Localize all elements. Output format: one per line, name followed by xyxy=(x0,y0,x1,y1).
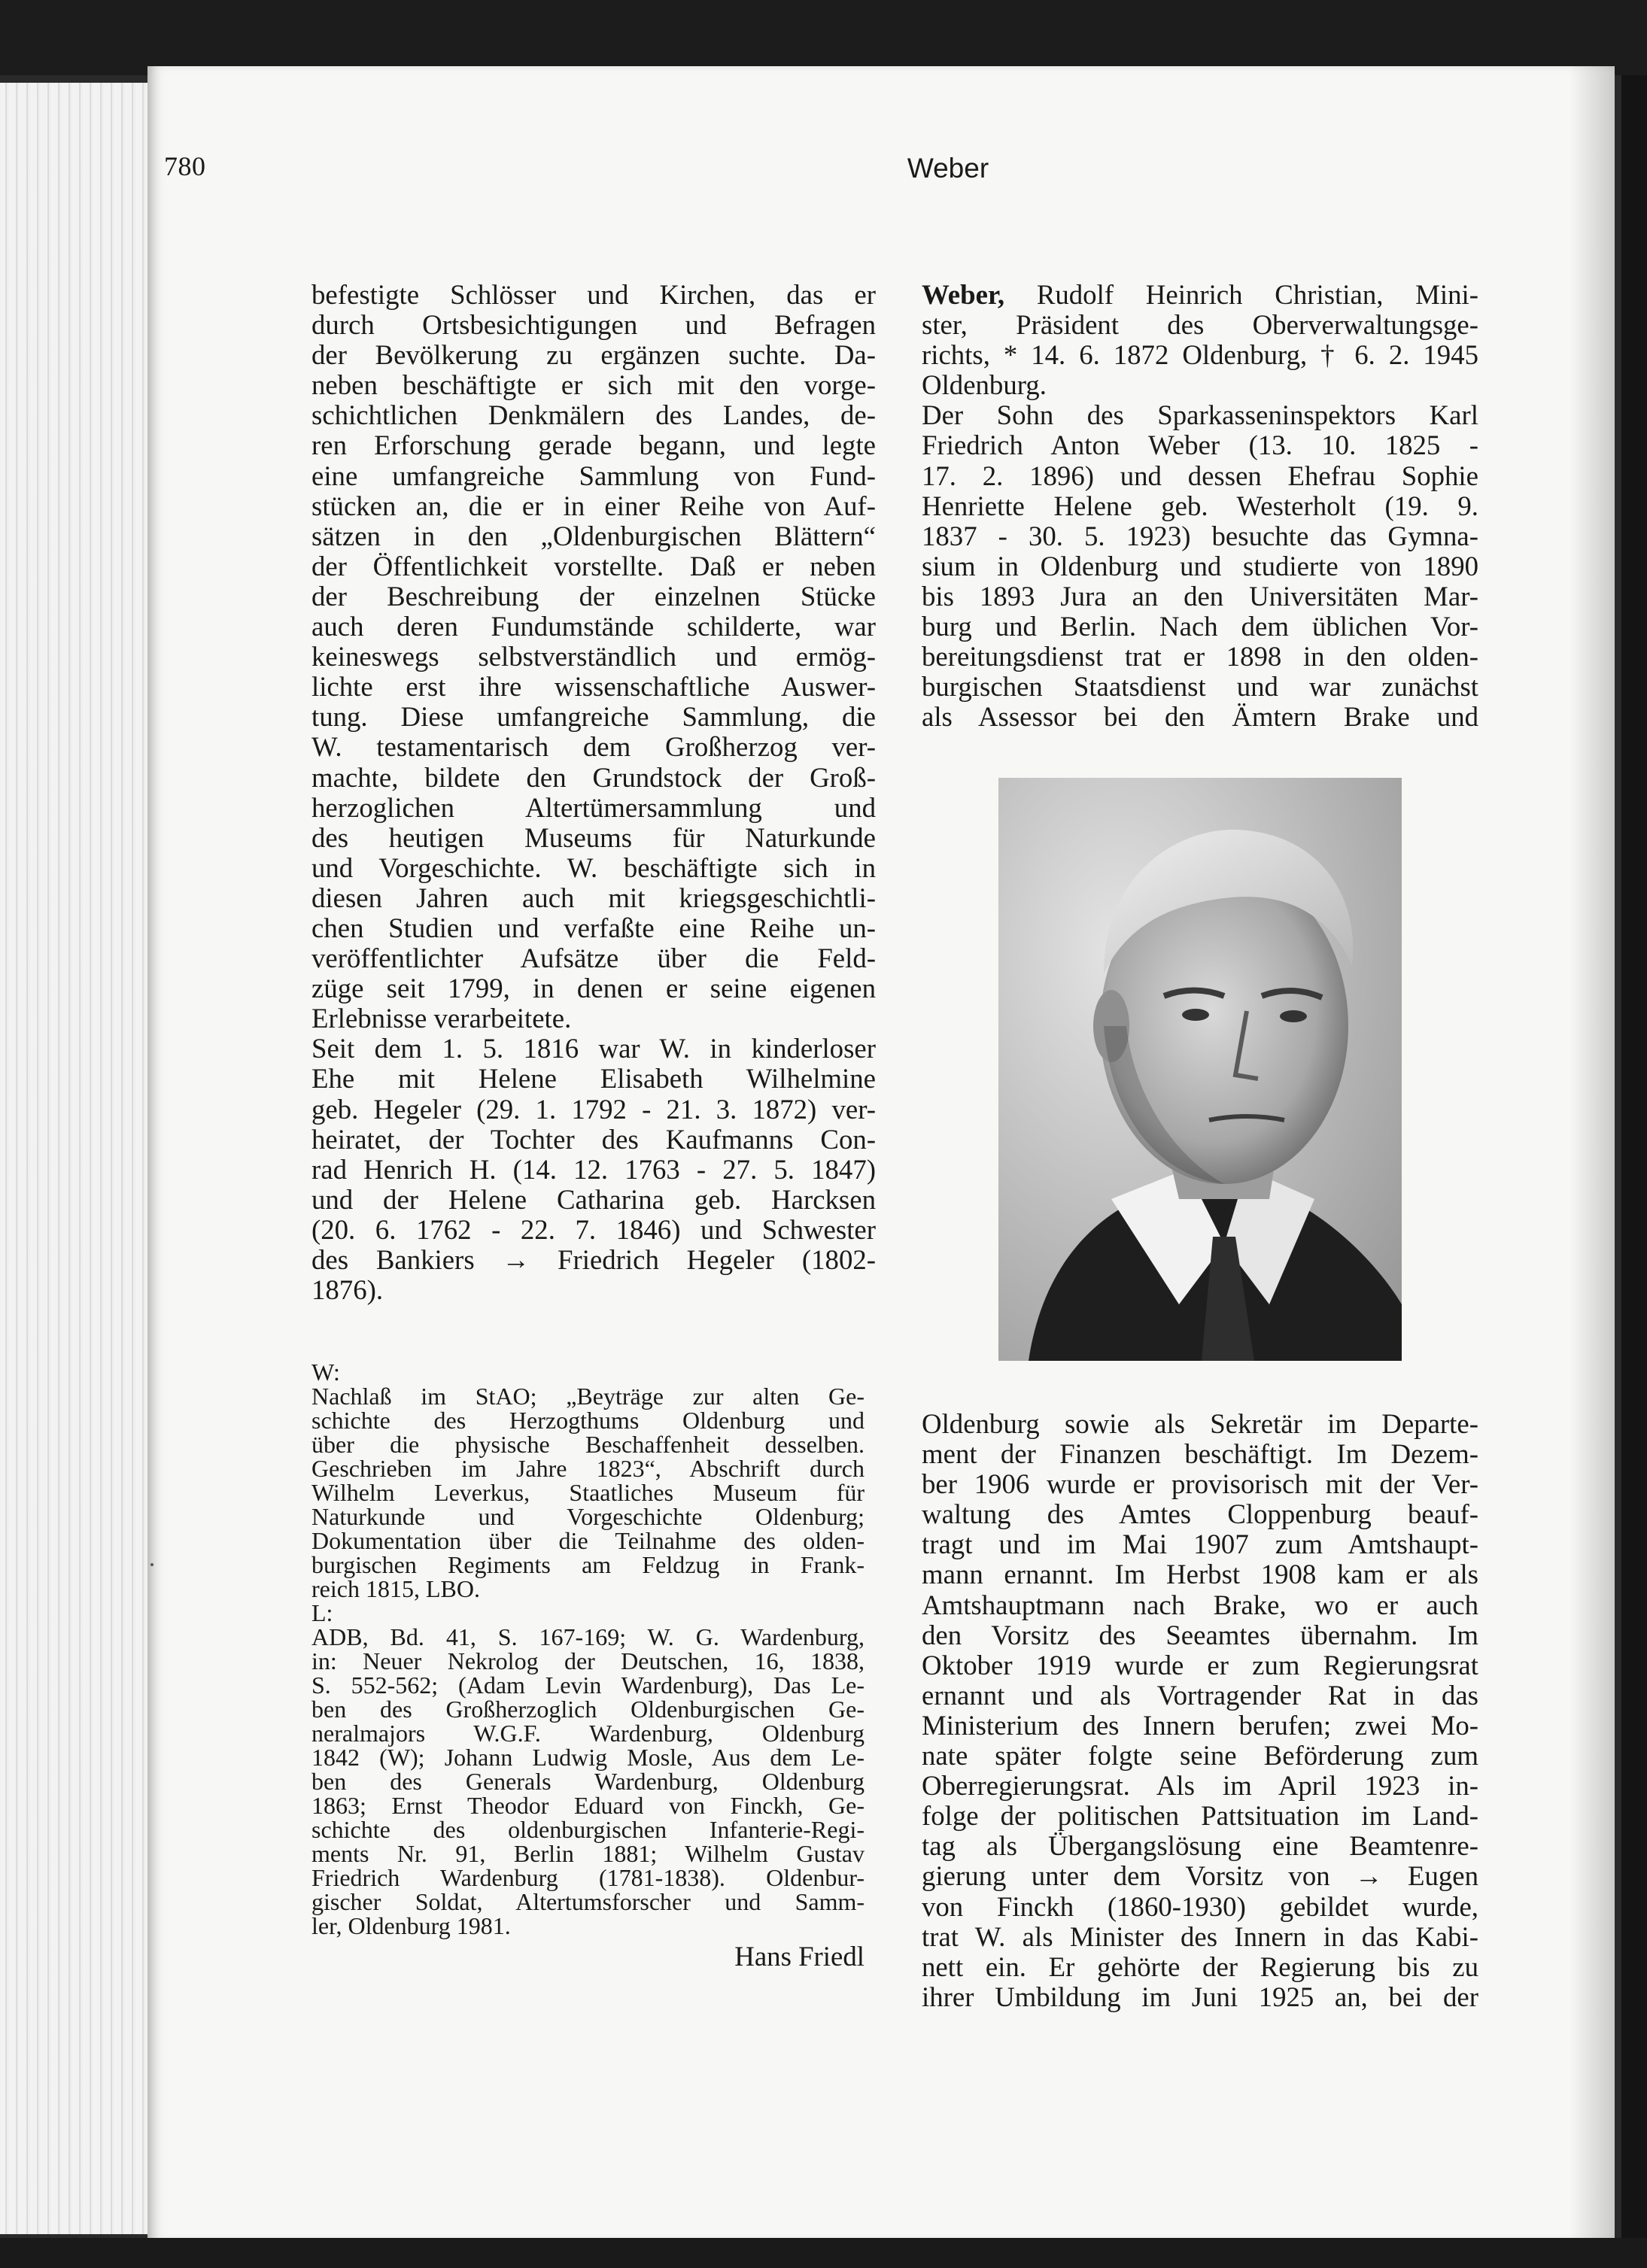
text-line: neben beschäftigte er sich mit den vorge- xyxy=(311,369,876,401)
text-line: tung. Diese umfangreiche Sammlung, die xyxy=(311,701,876,733)
text-line: stücken an, die er in einer Reihe von Auf- xyxy=(311,490,876,521)
text-line: Ministerium des Innern berufen; zwei Mo- xyxy=(922,1709,1478,1741)
text-line: züge seit 1799, in denen er seine eigenen xyxy=(311,973,876,1004)
portrait-photo xyxy=(998,778,1402,1361)
text-line: mann ernannt. Im Herbst 1908 kam er als xyxy=(922,1559,1478,1590)
text-line: befestigte Schlösser und Kirchen, das er xyxy=(311,279,876,310)
text-line: gierung unter dem Vorsitz von → Eugen xyxy=(922,1860,1478,1892)
left-column-main-text xyxy=(311,280,876,1305)
text-line: tag als Übergangslösung eine Beamtenre- xyxy=(922,1830,1478,1862)
entry-heading-line xyxy=(922,280,1478,310)
text-line: waltung des Amtes Cloppenburg beauf- xyxy=(922,1498,1478,1530)
text-line: ber 1906 wurde er provisorisch mit der Ver- xyxy=(922,1468,1478,1500)
text-line: gischer Soldat, Altertumsforscher und Samm- xyxy=(311,1888,865,1915)
text-line: Oldenburg sowie als Sekretär im Departe- xyxy=(922,1408,1478,1439)
text-line: W: xyxy=(311,1359,340,1386)
text-line: nett ein. Er gehörte der Regierung bis zu xyxy=(922,1951,1478,1982)
text-line: sium in Oldenburg und studierte von 1890 xyxy=(922,550,1478,581)
text-line: des Bankiers → Friedrich Hegeler (1802- xyxy=(311,1244,876,1275)
text-line: neralmajors W.G.F. Wardenburg, Oldenburg xyxy=(311,1720,865,1747)
right-column-entry-continued xyxy=(922,1409,1478,2012)
text-line: 1837 - 30. 5. 1923) besuchte das Gymna- xyxy=(922,520,1478,551)
portrait-photo-graphic xyxy=(998,778,1402,1361)
text-line: Naturkunde und Vorgeschichte Oldenburg; xyxy=(311,1503,865,1530)
text-line: (20. 6. 1762 - 22. 7. 1846) und Schwester xyxy=(311,1213,876,1245)
text-line: ihrer Umbildung im Juni 1925 an, bei der xyxy=(922,1981,1478,2012)
text-line: 1863; Ernst Theodor Eduard von Finckh, Ge- xyxy=(311,1792,865,1819)
text-line: ben des Generals Wardenburg, Oldenburg xyxy=(311,1768,865,1795)
article-author: Hans Friedl xyxy=(734,1941,865,1972)
text-line: Nachlaß im StAO; „Beyträge zur alten Ge- xyxy=(311,1383,865,1410)
text-line: und Vorgeschichte. W. beschäftigte sich in xyxy=(311,852,876,883)
text-line: als Assessor bei den Ämtern Brake und xyxy=(922,701,1478,733)
text-line: ADB, Bd. 41, S. 167-169; W. G. Wardenburg, xyxy=(311,1623,865,1650)
text-line: den Vorsitz des Seeamtes übernahm. Im xyxy=(922,1619,1478,1650)
text-line: lichte erst ihre wissenschaftliche Auswer- xyxy=(311,671,876,703)
text-line: burg und Berlin. Nach dem üblichen Vor- xyxy=(922,611,1478,642)
text-line: Dokumentation über die Teilnahme des olden- xyxy=(311,1527,865,1554)
text-line: Henriette Helene geb. Westerholt (19. 9. xyxy=(922,490,1478,521)
text-line: nate später folgte seine Beförderung zum xyxy=(922,1740,1478,1772)
scan-speck xyxy=(150,1563,153,1566)
text-line: der Bevölkerung zu ergänzen suchte. Da- xyxy=(311,339,876,371)
scan-background-right xyxy=(1621,75,1647,2268)
text-line: von Finckh (1860-1930) gebildet wurde, xyxy=(922,1890,1478,1922)
text-line: 17. 2. 1896) und dessen Ehefrau Sophie xyxy=(922,460,1478,491)
text-line: auch deren Fundumstände schilderte, war xyxy=(311,611,876,642)
text-line: Oktober 1919 wurde er zum Regierungsrat xyxy=(922,1649,1478,1681)
text-line: bereitungsdienst trat er 1898 in den olden- xyxy=(922,641,1478,673)
text-line: diesen Jahren auch mit kriegsgeschichtli- xyxy=(311,882,876,913)
page-number: 780 xyxy=(164,151,206,181)
text-line: Erlebnisse verarbeitete. xyxy=(311,1003,572,1034)
text-line: ment der Finanzen beschäftigt. Im Dezem- xyxy=(922,1438,1478,1470)
text-line: Geschrieben im Jahre 1823“, Abschrift durch xyxy=(311,1455,865,1482)
text-line: folge der politischen Pattsituation im Land- xyxy=(922,1800,1478,1832)
text-line: der Öffentlichkeit vorstellte. Daß er neben xyxy=(311,550,876,581)
text-line: ernannt und als Vortragender Rat in das xyxy=(922,1679,1478,1711)
text-line: ments Nr. 91, Berlin 1881; Wilhelm Gustav xyxy=(311,1840,865,1867)
text-line: veröffentlichter Aufsätze über die Feld- xyxy=(311,943,876,974)
text-line: in: Neuer Nekrolog der Deutschen, 16, 1838, xyxy=(311,1647,865,1674)
text-line: machte, bildete den Grundstock der Groß- xyxy=(311,761,876,793)
text-line: bis 1893 Jura an den Universitäten Mar- xyxy=(922,580,1478,612)
text-line: burgischen Staatsdienst und war zunächst xyxy=(922,671,1478,703)
text-line: ben des Großherzoglich Oldenburgischen Ge- xyxy=(311,1696,865,1723)
left-column-bibliography xyxy=(311,1360,865,1975)
text-line: und der Helene Catharina geb. Harcksen xyxy=(311,1183,876,1215)
text-line: Der Sohn des Sparkasseninspektors Karl xyxy=(922,399,1478,431)
text-line: schichte des Herzogthums Oldenburg und xyxy=(311,1407,865,1434)
text-line: Ehe mit Helene Elisabeth Wilhelmine xyxy=(311,1063,876,1095)
book-page-edges xyxy=(0,83,152,2234)
text-line: Friedrich Anton Weber (13. 10. 1825 - xyxy=(922,430,1478,461)
text-line: trat W. als Minister des Innern in das Kabi- xyxy=(922,1920,1478,1952)
text-line: ren Erforschung gerade begann, und legte xyxy=(311,430,876,461)
text-line: rad Henrich H. (14. 12. 1763 - 27. 5. 1847) xyxy=(311,1153,876,1185)
text-line: heiratet, der Tochter des Kaufmanns Con- xyxy=(311,1123,876,1155)
text-line: chen Studien und verfaßte eine Reihe un- xyxy=(311,912,876,943)
entry-heading-rest: Rudolf Heinrich Christian, Mini- xyxy=(1004,279,1478,310)
text-line: reich 1815, LBO. xyxy=(311,1575,480,1602)
text-line: L: xyxy=(311,1599,333,1626)
text-line: eine umfangreiche Sammlung von Fund- xyxy=(311,460,876,491)
text-line: S. 552-562; (Adam Levin Wardenburg), Das Le- xyxy=(311,1671,865,1699)
text-line: richts, * 14. 6. 1872 Oldenburg, † 6. 2. 1945 xyxy=(922,339,1478,371)
page-gutter-shade xyxy=(1570,66,1615,2240)
text-line: 1842 (W); Johann Ludwig Mosle, Aus dem Le- xyxy=(311,1744,865,1771)
text-line: sätzen in den „Oldenburgischen Blättern“ xyxy=(311,520,876,551)
text-line: ster, Präsident des Oberverwaltungsge- xyxy=(922,309,1478,341)
right-column-entry-start xyxy=(922,280,1478,732)
text-line: 1876). xyxy=(311,1274,384,1306)
text-line: schichtlichen Denkmälern des Landes, de- xyxy=(311,399,876,431)
running-head: Weber xyxy=(907,153,989,184)
text-line: burgischen Regiments am Feldzug in Frank- xyxy=(311,1551,865,1578)
text-line: schichte des oldenburgischen Infanterie-Regi- xyxy=(311,1816,865,1843)
text-line: über die physische Beschaffenheit desselben. xyxy=(311,1431,865,1458)
scan-background-top xyxy=(0,0,1647,75)
entry-name: Weber, xyxy=(922,279,1005,310)
text-line: Wilhelm Leverkus, Staatliches Museum für xyxy=(311,1479,865,1506)
text-line: Friedrich Wardenburg (1781-1838). Oldenbur- xyxy=(311,1864,865,1891)
text-line: ler, Oldenburg 1981. xyxy=(311,1912,511,1939)
text-line: tragt und im Mai 1907 zum Amtshaupt- xyxy=(922,1529,1478,1560)
text-line: durch Ortsbesichtigungen und Befragen xyxy=(311,309,876,341)
text-line: W. testamentarisch dem Großherzog ver- xyxy=(311,731,876,763)
text-line: geb. Hegeler (29. 1. 1792 - 21. 3. 1872) ver- xyxy=(311,1093,876,1125)
text-line: keineswegs selbstverständlich und ermög- xyxy=(311,641,876,673)
text-line: herzoglichen Altertümersammlung und xyxy=(311,791,876,823)
text-line: Amtshauptmann nach Brake, wo er auch xyxy=(922,1589,1478,1620)
text-line: der Beschreibung der einzelnen Stücke xyxy=(311,580,876,612)
text-line: Seit dem 1. 5. 1816 war W. in kinderloser xyxy=(311,1033,876,1064)
text-line: Oberregierungsrat. Als im April 1923 in- xyxy=(922,1770,1478,1802)
scan-background-bottom xyxy=(0,2238,1647,2268)
text-line: des heutigen Museums für Naturkunde xyxy=(311,821,876,853)
text-line: Oldenburg. xyxy=(922,369,1047,401)
